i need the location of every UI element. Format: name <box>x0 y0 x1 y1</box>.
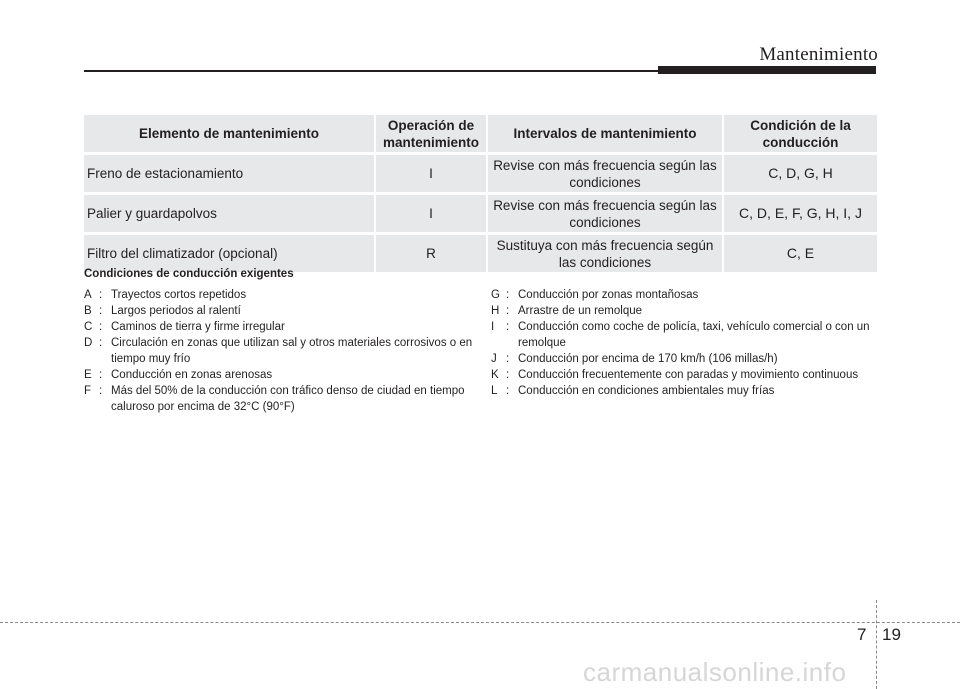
condition-key: I <box>491 321 495 333</box>
column-header-interval: Intervalos de mantenimiento <box>488 115 724 152</box>
condition-key: G <box>491 289 500 301</box>
condition-text: Conducción frecuentemente con paradas y movimiento continuous <box>518 369 859 381</box>
cell-operation: R <box>376 235 488 272</box>
column-header-item: Elemento de mantenimiento <box>84 115 376 152</box>
chapter-number: 7 <box>857 625 867 644</box>
condition-text: Conducción en zonas arenosas <box>111 369 273 381</box>
condition-text: Conducción en condiciones ambientales muy frías <box>518 385 775 397</box>
condition-entry <box>491 351 891 367</box>
conditions-list-left <box>84 287 474 415</box>
condition-separator: : <box>99 369 103 381</box>
header-rule-bar <box>658 66 876 74</box>
condition-text: Largos periodos al ralentí <box>111 305 241 317</box>
condition-entry <box>491 287 891 303</box>
condition-entry <box>84 287 474 303</box>
condition-separator: : <box>506 321 510 333</box>
condition-separator: : <box>99 385 103 397</box>
cell-interval: Revise con más frecuencia según las condiciones <box>488 195 724 232</box>
condition-key: J <box>491 353 497 365</box>
condition-entry <box>491 367 891 383</box>
cell-operation: I <box>376 195 488 232</box>
condition-separator: : <box>506 305 510 317</box>
condition-entry <box>84 383 474 415</box>
column-header-operation: Operación de mantenimiento <box>376 115 488 152</box>
condition-entry <box>491 319 891 351</box>
condition-text: Trayectos cortos repetidos <box>111 289 247 301</box>
condition-key: F <box>84 385 92 397</box>
condition-key: C <box>84 321 93 333</box>
section-title: Mantenimiento <box>759 44 878 65</box>
condition-key: E <box>84 369 92 381</box>
condition-separator: : <box>99 337 103 349</box>
table-row <box>84 155 877 192</box>
condition-key: D <box>84 337 93 349</box>
condition-key: K <box>491 369 499 381</box>
condition-separator: : <box>506 289 510 301</box>
condition-entry <box>491 383 891 399</box>
cell-conditions: C, E <box>724 235 877 272</box>
condition-entry <box>84 335 474 367</box>
condition-entry <box>84 303 474 319</box>
footer-divider <box>876 600 877 689</box>
cell-operation: I <box>376 155 488 192</box>
cell-interval: Sustituya con más frecuencia según las condiciones <box>488 235 724 272</box>
column-header-conditions: Condición de la conducción <box>724 115 877 152</box>
cell-item: Freno de estacionamiento <box>84 155 376 192</box>
conditions-list-right <box>491 287 891 399</box>
condition-separator: : <box>99 305 103 317</box>
condition-key: H <box>491 305 500 317</box>
condition-key: L <box>491 385 498 397</box>
condition-text: Más del 50% de la conducción con tráfico denso de ciudad en tiempo caluroso por encima de 32°C (90°F) <box>111 385 465 413</box>
condition-entry <box>491 303 891 319</box>
condition-entry <box>84 319 474 335</box>
condition-key: B <box>84 305 92 317</box>
table-header-row <box>84 115 877 152</box>
condition-separator: : <box>99 289 103 301</box>
cell-conditions: C, D, G, H <box>724 155 877 192</box>
condition-separator: : <box>99 321 103 333</box>
header-rule <box>84 70 658 72</box>
condition-key: A <box>84 289 92 301</box>
condition-text: Caminos de tierra y firme irregular <box>111 321 285 333</box>
maintenance-table <box>84 112 877 275</box>
watermark: carmanualsonline.info <box>583 657 847 687</box>
condition-text: Conducción por zonas montañosas <box>518 289 699 301</box>
condition-text: Conducción como coche de policía, taxi, vehículo comercial o con un remolque <box>518 321 870 349</box>
condition-text: Circulación en zonas que utilizan sal y otros materiales corrosivos o en tiempo muy frío <box>111 337 473 365</box>
cell-conditions: C, D, E, F, G, H, I, J <box>724 195 877 232</box>
condition-text: Arrastre de un remolque <box>518 305 643 317</box>
table-row <box>84 235 877 272</box>
page-number: 19 <box>882 625 901 644</box>
cell-interval: Revise con más frecuencia según las condiciones <box>488 155 724 192</box>
condition-text: Conducción por encima de 170 km/h (106 millas/h) <box>518 353 778 365</box>
conditions-title: Condiciones de conducción exigentes <box>84 268 294 280</box>
condition-separator: : <box>506 353 510 365</box>
cell-item: Filtro del climatizador (opcional) <box>84 235 376 272</box>
cell-item: Palier y guardapolvos <box>84 195 376 232</box>
condition-separator: : <box>506 369 510 381</box>
condition-entry <box>84 367 474 383</box>
table-row <box>84 195 877 232</box>
footer-rule <box>0 622 960 623</box>
condition-separator: : <box>506 385 510 397</box>
